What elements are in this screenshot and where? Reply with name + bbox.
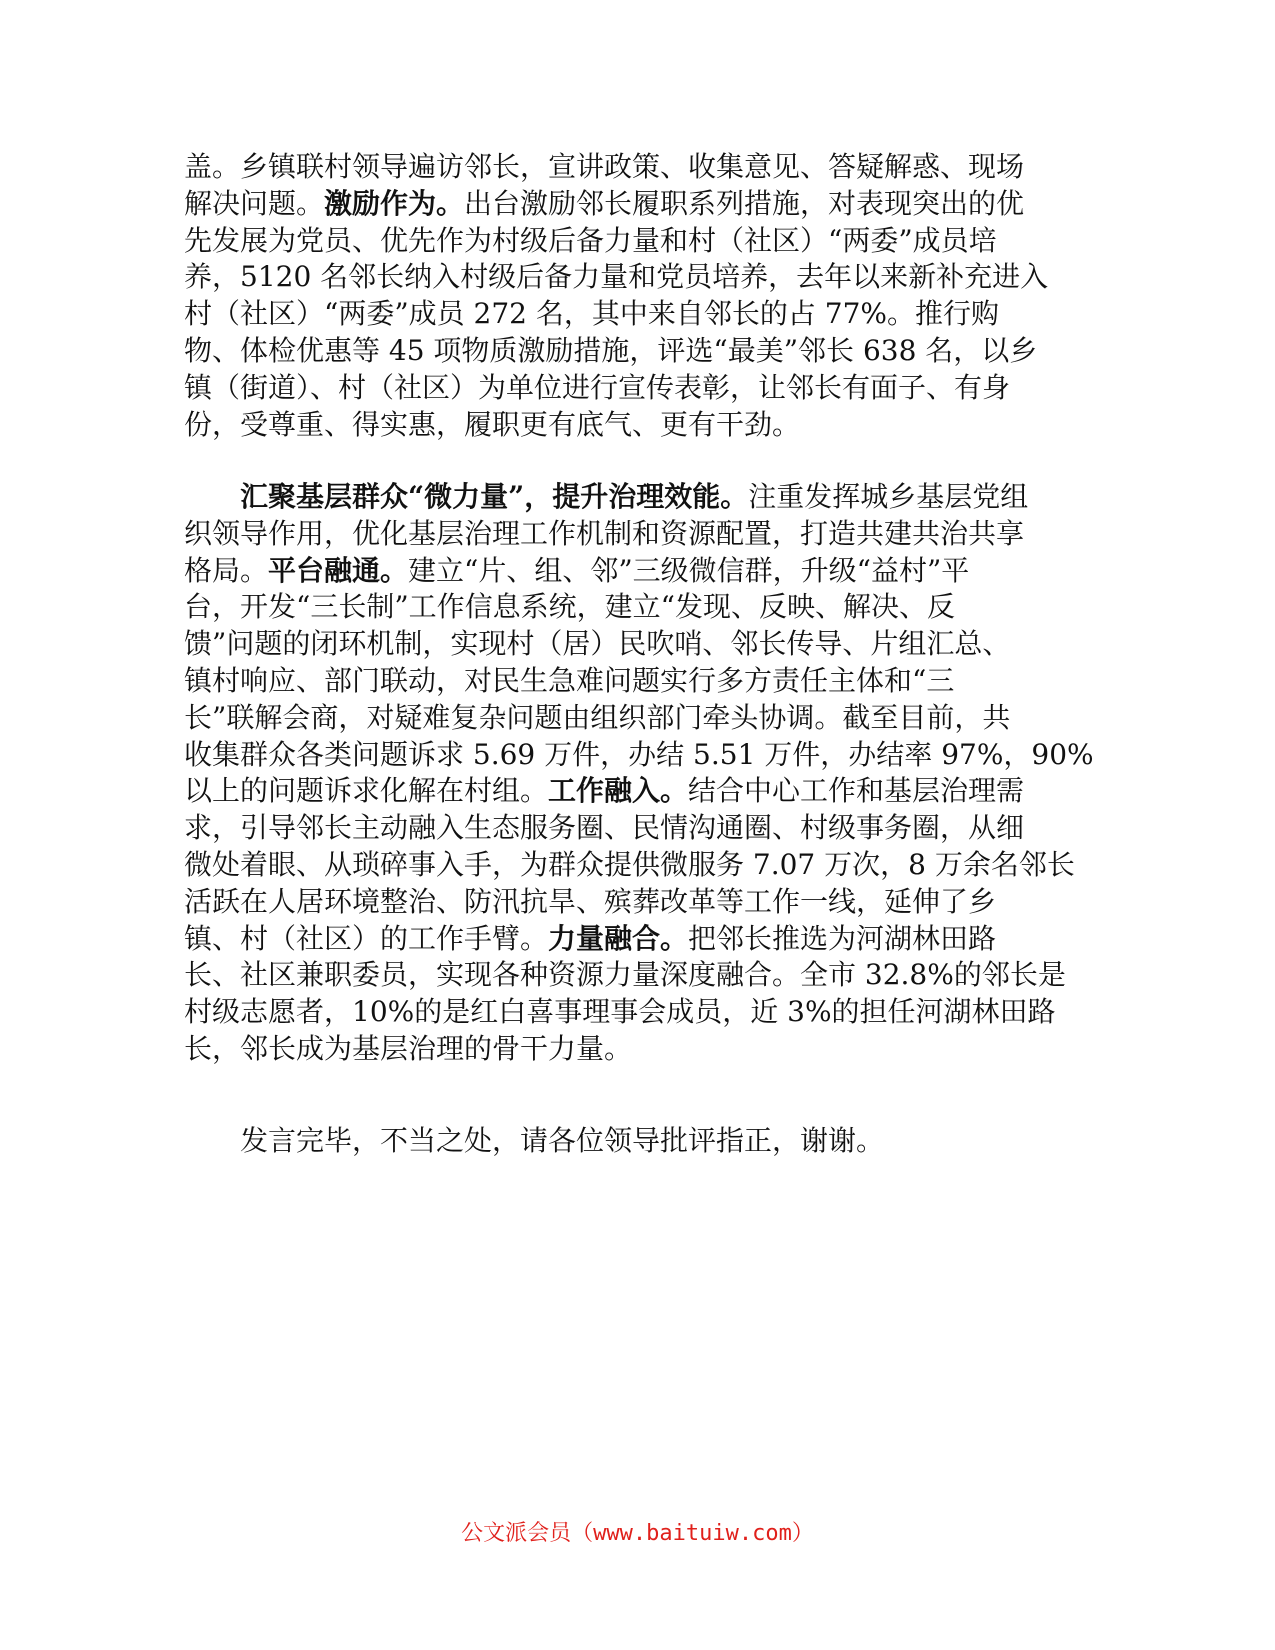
text-line (184, 259, 1090, 296)
text-line (184, 407, 1090, 444)
bold-heading-run: 汇聚基层群众“微力量”，提升治理效能。 (240, 480, 749, 513)
text-line (184, 921, 1090, 958)
text-run: 活跃在人居环境整治、防汛抗旱、殡葬改革等工作一线，延伸了乡 (184, 884, 997, 918)
text-run: 盖。乡镇联村领导遍访邻长，宣讲政策、收集意见、答疑解惑、现场 (184, 150, 1025, 183)
text-run: 以上的问题诉求化解在村组。 (184, 774, 549, 808)
text-run: 建立“片、组、邻”三级微信群，升级“益村”平 (408, 553, 970, 587)
text-run: 物、体检优惠等 45 项物质激励措施，评选“最美”邻长 638 名，以乡 (184, 333, 1038, 367)
text-run: 台，开发“三长制”工作信息系统，建立“发现、反映、解决、反 (184, 590, 955, 624)
text-run: 村级志愿者，10%的是红白喜事理事会成员，近 3%的担任河湖林田路 (184, 995, 1056, 1029)
text-run: 镇、村（社区）的工作手臂。 (184, 921, 549, 955)
text-line (184, 223, 1090, 260)
text-line (184, 479, 1090, 516)
bold-heading-run: 平台融通。 (268, 553, 409, 587)
text-line (184, 186, 1090, 223)
text-line (184, 626, 1090, 663)
text-line (184, 516, 1090, 553)
paragraph-closing (184, 1123, 1090, 1160)
text-line (184, 1123, 1090, 1160)
text-line (184, 370, 1090, 407)
text-line (184, 149, 1090, 186)
text-run: 格局。 (184, 553, 269, 587)
text-run: 长、社区兼职委员，实现各种资源力量深度融合。全市 32.8%的邻长是 (184, 958, 1066, 992)
text-run: 馈”问题的闭环机制，实现村（居）民吹哨、邻长传导、片组汇总、 (184, 627, 1011, 661)
text-line (184, 553, 1090, 590)
paragraph-incentive (184, 149, 1090, 443)
text-run: 镇村响应、部门联动，对民生急难问题实行多方责任主体和“三 (184, 663, 955, 697)
text-run: 份，受尊重、得实惠，履职更有底气、更有干劲。 (184, 407, 801, 441)
text-run: 养，5120 名邻长纳入村级后备力量和党员培养，去年以来新补充进入 (184, 260, 1049, 294)
text-line (184, 333, 1090, 370)
text-run: 先发展为党员、优先作为村级后备力量和村（社区）“两委”成员培 (184, 223, 997, 257)
text-run: 收集群众各类问题诉求 5.69 万件，办结 5.51 万件，办结率 97%，90% (184, 737, 1094, 771)
text-run: 织领导作用，优化基层治理工作机制和资源配置，打造共建共治共享 (184, 516, 1025, 550)
text-line (184, 663, 1090, 700)
text-line (184, 957, 1090, 994)
text-run: 出台激励邻长履职系列措施，对表现突出的优 (464, 186, 1025, 220)
text-run: 村（社区）“两委”成员 272 名，其中来自邻长的占 77%。推行购 (184, 297, 1000, 331)
text-run: 求，引导邻长主动融入生态服务圈、民情沟通圈、村级事务圈，从细 (184, 811, 1025, 845)
text-run: 镇（街道）、村（社区）为单位进行宣传表彰，让邻长有面子、有身 (184, 370, 1011, 404)
bold-heading-run: 力量融合。 (548, 921, 689, 955)
text-run: 长，邻长成为基层治理的骨干力量。 (184, 1031, 633, 1065)
text-run: 发言完毕，不当之处，请各位领导批评指正，谢谢。 (240, 1124, 885, 1157)
text-run: 解决问题。 (184, 186, 325, 220)
text-line (184, 1031, 1090, 1068)
text-run: 注重发挥城乡基层党组 (748, 480, 1029, 513)
text-run: 把邻长推选为河湖林田路 (688, 921, 997, 955)
bold-heading-run: 激励作为。 (324, 186, 465, 220)
text-line (184, 847, 1090, 884)
text-line (184, 296, 1090, 333)
text-run: 微处着眼、从琐碎事入手，为群众提供微服务 7.07 万次，8 万余名邻长 (184, 847, 1075, 881)
text-line (184, 737, 1094, 774)
text-line (184, 884, 1090, 921)
paragraph-governance (184, 479, 1094, 1068)
text-line (184, 700, 1090, 737)
text-line (184, 773, 1090, 810)
text-run: 长”联解会商，对疑难复杂问题由组织部门牵头协调。截至目前，共 (184, 700, 1011, 734)
text-run: 结合中心工作和基层治理需 (688, 774, 1025, 808)
text-line (184, 994, 1090, 1031)
footer-watermark-text: 公文派会员（www.baituiw.com） (461, 1521, 814, 1546)
bold-heading-run: 工作融入。 (548, 774, 689, 808)
text-line (184, 589, 1090, 626)
text-line (184, 810, 1090, 847)
